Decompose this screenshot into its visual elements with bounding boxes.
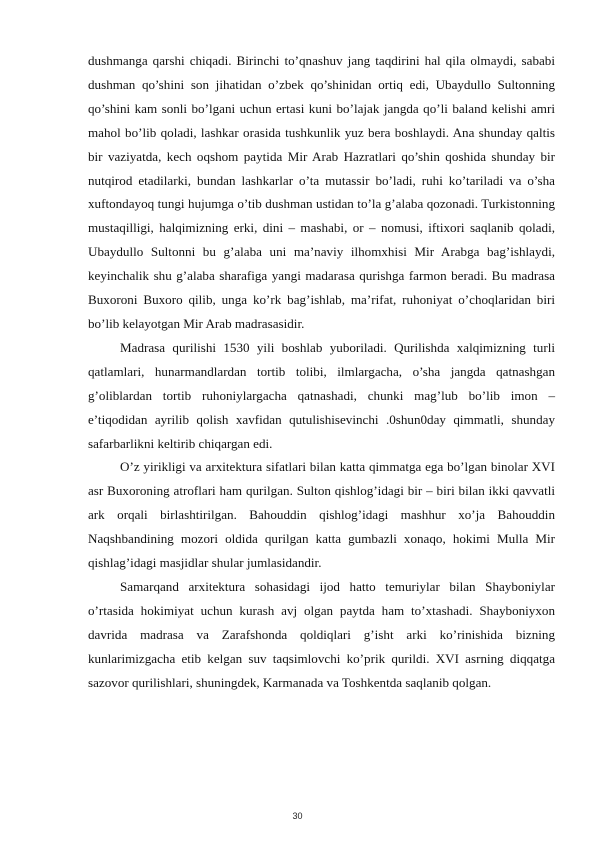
paragraph: Madrasa qurilishi 1530 yili boshlab yuboriladi. Qurilishda xalqimizning turli qatlamlari, hunarmandlardan tortib tolibi, ilmlargacha, o’sha jangda qatnashgan g’oliblardan tortib ruhoniylargacha qatnashadi, chunki mag’lub bo’lib imon – e’tiqodidan ayrilib qolish xavfidan qutulishisevinchi .0shun0day qimmatli, shunday safarbarlikni keltirib chiqargan edi. [88, 339, 555, 451]
page-number: 30 [292, 811, 303, 821]
paragraph: O’z yirikligi va arxitektura sifatlari bilan katta qimmatga ega bo’lgan binolar XVI asr Buxoroning atroflari ham qurilgan. Sulton qishlog’idagi bir – biri bilan ikki qavvatli ark orqali birlashtirilgan. Bahouddin qishlog’idagi mashhur xo’ja Bahouddin Naqshbandining mozori oldida qurilgan katta gumbazli xonaqo, hokimi Mulla Mir qishlag’idagi masjidlar shular jumlasidandir. [88, 459, 555, 571]
document-page [88, 49, 555, 694]
paragraph: Samarqand arxitektura sohasidagi ijod hatto temuriylar bilan Shayboniylar o’rtasida hokimiyat uchun kurash avj olgan paytda ham to’xtashadi. Shayboniyxon davrida madrasa va Zarafshonda qoldiqlari g’isht arki ko’rinishida bizning kunlarimizgacha etib kelgan suv taqsimlovchi ko’prik qurildi. XVI asrning diqqatga sazovor qurilishlari, shuningdek, Karmanada va Toshkentda saqlanib qolgan. [88, 578, 555, 690]
paragraph: dushmanga qarshi chiqadi. Birinchi to’qnashuv jang taqdirini hal qila olmaydi, sababi dushman qo’shini son jihatidan o’zbek qo’shinidan ortiq edi, Ubaydullo Sultonning qo’shini kam sonli bo’lgani uchun ertasi kuni bo’lajak jangda qo’li baland kelishi amri mahol bo’lib qoladi, lashkar orasida tushkunlik yuz bera boshlaydi. Ana shunday qaltis bir vaziyatda, kech oqshom paytida Mir Arab Hazratlari qo’shin qoshida shunday bir nutqirod etadilarki, bundan lashkarlar o’ta mutassir bo’ladi, ruhi ko’tariladi va o’sha xuftondayoq tungi hujumga o’tib dushman ustidan to’la g’alaba qozonadi. Turkistonning mustaqilligi, halqimizning erki, dini – mashabi, or – nomusi, iftixori saqlanib qoladi, Ubaydullo Sultonni bu g’alaba uni ma’naviy ilhomxhisi Mir Arabga bag’ishlaydi, keyinchalik shu g’alaba sharafiga yangi madarasa qurishga farmon beradi. Bu madrasa Buxoroni Buxoro qilib, unga ko’rk bag’ishlab, ma’rifat, ruhoniyat o’choqlaridan biri bo’lib kelayotgan Mir Arab madrasasidir. [88, 53, 555, 331]
